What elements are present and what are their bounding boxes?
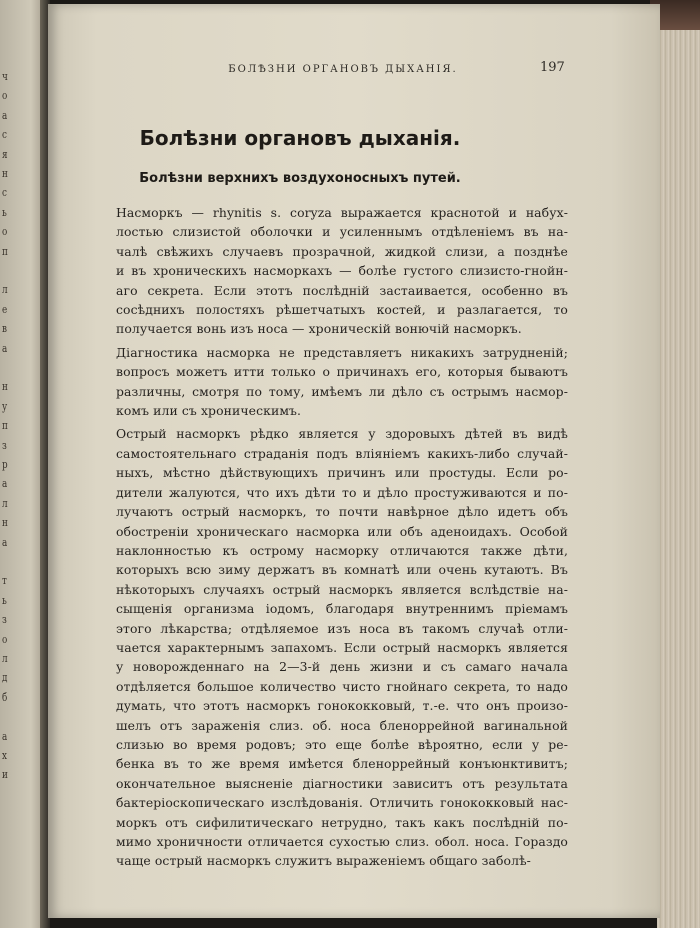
running-head: БОЛѢЗНИ ОРГАНОВЪ ДЫХАНІЯ.: [228, 64, 458, 75]
left-page-fragment: о: [2, 89, 8, 103]
text-line: чаще острый насморкъ служитъ выраженіемъ общаго заболѣ-: [116, 853, 531, 869]
left-page-fragment: о: [2, 225, 8, 239]
text-line: вопросъ можетъ итти только о причинахъ его, которыя бываютъ: [116, 364, 568, 380]
left-page-fragment: х: [2, 749, 7, 762]
left-page-edge: [0, 0, 44, 928]
left-page-fragment: р: [2, 458, 8, 471]
left-page-fragment: и: [2, 768, 8, 782]
text-line: различны, смотря по тому, имѣемъ ли дѣло съ острымъ насмор-: [116, 383, 568, 399]
paragraph-acute-rhinitis: [116, 424, 568, 870]
left-page-fragment: н: [2, 516, 8, 530]
text-line: комъ или съ хроническимъ.: [116, 403, 302, 419]
body-text: [116, 203, 568, 871]
left-page-fragment: а: [2, 477, 8, 491]
left-page-fragment: я: [2, 147, 8, 161]
text-line: сосѣднихъ полостяхъ рѣшетчатыхъ костей, и разлагается, то: [116, 302, 568, 318]
text-line: этого лѣкарства; отдѣляемое изъ носа въ такомъ случаѣ отли-: [116, 620, 568, 636]
left-page-fragment: у: [2, 399, 8, 413]
text-line: нѣкоторыхъ случаяхъ острый насморкъ является вслѣдствіе на-: [116, 581, 568, 597]
text-line: лучаютъ острый насморкъ, то почти навѣрное дѣло идетъ объ: [116, 504, 568, 520]
left-page-fragment: п: [2, 419, 8, 433]
text-line: получается вонь изъ носа — хроническій вонючій насморкъ.: [116, 321, 522, 337]
left-page-fragment: н: [2, 380, 8, 394]
text-line: которыхъ всю зиму держатъ въ комнатѣ или очень кутаютъ. Въ: [116, 562, 568, 578]
left-page-fragment: а: [2, 108, 8, 122]
chapter-title: Болѣзни органовъ дыханія.: [139, 126, 461, 150]
text-line: обостреніи хроническаго насморка или объ аденоидахъ. Особой: [116, 523, 568, 539]
text-line: Діагностика насморка не представляетъ никакихъ затрудненій;: [116, 344, 568, 360]
left-page-fragment: с: [2, 128, 7, 142]
text-line: самостоятельнаго страданія подъ вліяніемъ какихъ-либо случай-: [116, 445, 568, 461]
text-line: чается характернымъ запахомъ. Если острый насморкъ является: [116, 639, 568, 655]
text-line: и въ хроническихъ насморкахъ — болѣе густого слизисто-гнойн-: [116, 263, 568, 279]
left-page-fragment: ч: [2, 70, 8, 83]
text-line: наклонностью къ острому насморку отличаются также дѣти,: [116, 542, 568, 558]
text-line: слизью во время родовъ; это еще болѣе вѣроятно, если у ре-: [116, 736, 568, 752]
text-line: аго секрета. Если этотъ послѣдній застаивается, особенно въ: [116, 282, 568, 298]
text-line: дители жалуются, что ихъ дѣти то и дѣло простуживаются и по-: [116, 484, 568, 500]
page-number: 197: [540, 60, 565, 75]
left-page-fragment: а: [2, 535, 8, 549]
text-line: бенка въ то же время имѣется бленоррейный конъюнктивитъ;: [116, 756, 568, 772]
left-page-fragment: з: [2, 613, 7, 627]
left-page-fragment: ь: [2, 593, 7, 607]
left-page-fragment: с: [2, 186, 7, 200]
paragraph-diagnostics: [116, 343, 568, 421]
text-line: сыщенія организма іодомъ, благодаря внутреннимъ пріемамъ: [116, 601, 568, 617]
left-page-fragment: а: [2, 341, 8, 355]
left-page-fragment: з: [2, 438, 7, 452]
text-line: окончательное выясненіе діагностики зависитъ отъ результата: [116, 775, 568, 791]
text-line: отдѣляется большое количество чисто гнойнаго секрета, то надо: [116, 678, 568, 694]
left-page-fragment: т: [2, 574, 7, 588]
left-page-fragment: ь: [2, 205, 7, 219]
left-page-fragment: б: [2, 690, 8, 704]
text-line: думать, что этотъ насморкъ гонококковый, т.-е. что онъ произо-: [116, 698, 568, 714]
left-page-fragment: в: [2, 322, 7, 336]
text-line: ныхъ, мѣстно дѣйствующихъ причинъ или простуды. Если ро-: [116, 465, 568, 481]
left-page-fragment: л: [2, 283, 8, 297]
text-line: чалѣ свѣжихъ случаевъ прозрачной, жидкой слизи, а позднѣе: [116, 243, 568, 259]
text-line: бактеріоскопическаго изслѣдованія. Отличить гонококковый нас-: [116, 795, 568, 811]
left-page-fragment: л: [2, 496, 8, 510]
left-page-fragment: п: [2, 244, 8, 258]
paragraph-rhinitis: [116, 203, 568, 339]
left-page-fragment: л: [2, 652, 8, 665]
text-line: моркъ отъ сифилитическаго нетрудно, такъ какъ послѣдній по-: [116, 814, 568, 830]
left-page-fragment: е: [2, 302, 8, 316]
text-line: мимо хроничности отличается сухостью слиз. обол. носа. Гораздо: [116, 834, 568, 849]
left-page-fragment: н: [2, 167, 8, 180]
text-line: шелъ отъ зараженія слиз. об. носа бленоррейной вагинальной: [116, 717, 568, 733]
text-line: лостью слизистой оболочки и усиленнымъ отдѣленіемъ въ на-: [116, 224, 568, 240]
left-page-fragment: д: [2, 671, 8, 685]
left-page-fragment: о: [2, 632, 8, 646]
left-page-fragment: а: [2, 729, 8, 743]
section-title: Болѣзни верхнихъ воздухоносныхъ путей.: [139, 171, 461, 186]
text-line: Насморкъ — rhynitis s. coryza выражается краснотой и набух-: [116, 205, 568, 220]
page-stack-edge: [657, 30, 700, 928]
text-line: у новорожденнаго на 2—3-й день жизни и съ самаго начала: [116, 659, 568, 675]
text-line: Острый насморкъ рѣдко является у здоровыхъ дѣтей въ видѣ: [116, 426, 568, 442]
